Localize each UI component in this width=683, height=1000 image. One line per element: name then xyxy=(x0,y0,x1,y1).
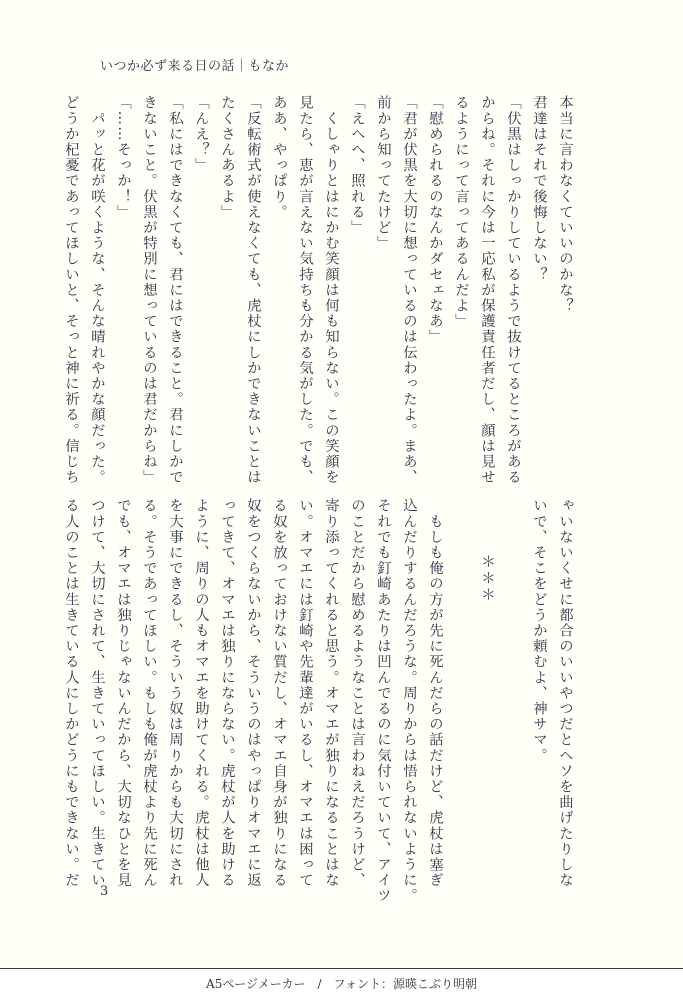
text-line: それでも釘崎あたりは凹んでるのに気付いていて、アイツ xyxy=(375,498,391,904)
page-header: いつか必ず来る日の話｜もなか xyxy=(100,59,290,74)
text-line: ゃいないくせに都合のいいやつだとヘソを曲げたりしな xyxy=(557,498,573,888)
text-line: 「私にはできなくても、君にはできること。君にしかで xyxy=(167,95,183,485)
text-line: きないこと。伏黒が特別に想っているのは君だからね」 xyxy=(141,95,157,485)
text-line xyxy=(448,498,474,878)
upper-text-column xyxy=(63,95,578,485)
text-line: 君達はそれで後悔しない？ xyxy=(531,95,547,283)
text-line: くしゃりとはにかむ笑顔は何も知らない。この笑顔を xyxy=(323,95,339,485)
text-line: 「えへへ、照れる」 xyxy=(349,95,365,236)
text-line: る。そうであってほしい。もしも俺が虎杖より先に死ん xyxy=(141,498,157,888)
text-line: 見たら、恵が言えない気持ちも分かる気がした。でも、 xyxy=(297,95,313,485)
text-line: を大事にできるし、そういう奴は周りからも大切にされ xyxy=(167,498,183,888)
text-line: からね。それに今は一応私が保護責任者だし、顔は見せ xyxy=(479,95,495,485)
text-line: ように、周りの人もオマエを助けてくれる。虎杖は他人 xyxy=(193,498,209,888)
text-line: るようにって言ってあるんだよ」 xyxy=(453,95,469,329)
text-line: る奴を放っておけない質だし、オマエ自身が独りになる xyxy=(271,498,287,888)
text-line: どうか杞憂であってほしいと、そっと神に祈る。信じち xyxy=(63,95,79,485)
text-line: パッと花が咲くような、そんな晴れやかな顔だった。 xyxy=(89,95,105,485)
section-break: ＊＊＊ xyxy=(479,554,495,604)
text-line: ってきて、オマエは独りにならない。虎杖が人を助ける xyxy=(219,498,235,888)
text-line: 「慰められるのなんかダセェなあ」 xyxy=(427,95,443,345)
footer-credit: A5ページメーカー / フォント：源暎こぶり明朝 xyxy=(206,977,477,991)
text-line: 前から知ってたけど」 xyxy=(375,95,391,251)
text-line: 「君が伏黒を大切に想っているのは伝わったよ。まあ、 xyxy=(401,95,417,485)
text-line: い。オマエには釘崎や先輩達がいるし、オマエは困って xyxy=(297,498,313,888)
text-line: たくさんあるよ」 xyxy=(219,95,235,220)
text-line: でも、オマエは独りじゃないんだから、大切なひとを見 xyxy=(115,498,131,888)
text-line: 寄り添ってくれると思う。オマエが独りになることはな xyxy=(323,498,339,888)
text-line: 込んだりするんだろうな。周りからは悟られないように。 xyxy=(401,498,417,904)
text-line: のことだから慰めるようなことは言わねえだろうけど、 xyxy=(349,498,365,888)
text-line xyxy=(500,498,526,878)
text-line: 「……そっか！」 xyxy=(115,95,131,220)
lower-text-column xyxy=(63,498,578,904)
text-line: 「伏黒はしっかりしているようで抜けてるところがある xyxy=(505,95,521,485)
text-line: 本当に言わなくていいのかな？ xyxy=(557,95,573,314)
text-line: 奴をつくらないから、そういうのはやっぱりオマエに返 xyxy=(245,498,261,888)
text-line: いで、そこをどうか頼むよ、神サマ。 xyxy=(531,498,547,764)
text-line: もしも俺の方が先に死んだらの話だけど、虎杖は塞ぎ xyxy=(427,498,443,888)
text-line: つけて、大切にされて、生きていってほしい。生きてい xyxy=(89,498,105,888)
text-line: 「反転術式が使えなくても、虎杖にしかできないことは xyxy=(245,95,261,485)
text-line: る人のことは生きている人にしかどうにもできない。だ xyxy=(63,498,79,888)
page-number: 3 xyxy=(100,884,109,899)
text-line: ああ、やっぱり。 xyxy=(271,95,287,220)
text-line: 「んえ？」 xyxy=(193,95,209,173)
